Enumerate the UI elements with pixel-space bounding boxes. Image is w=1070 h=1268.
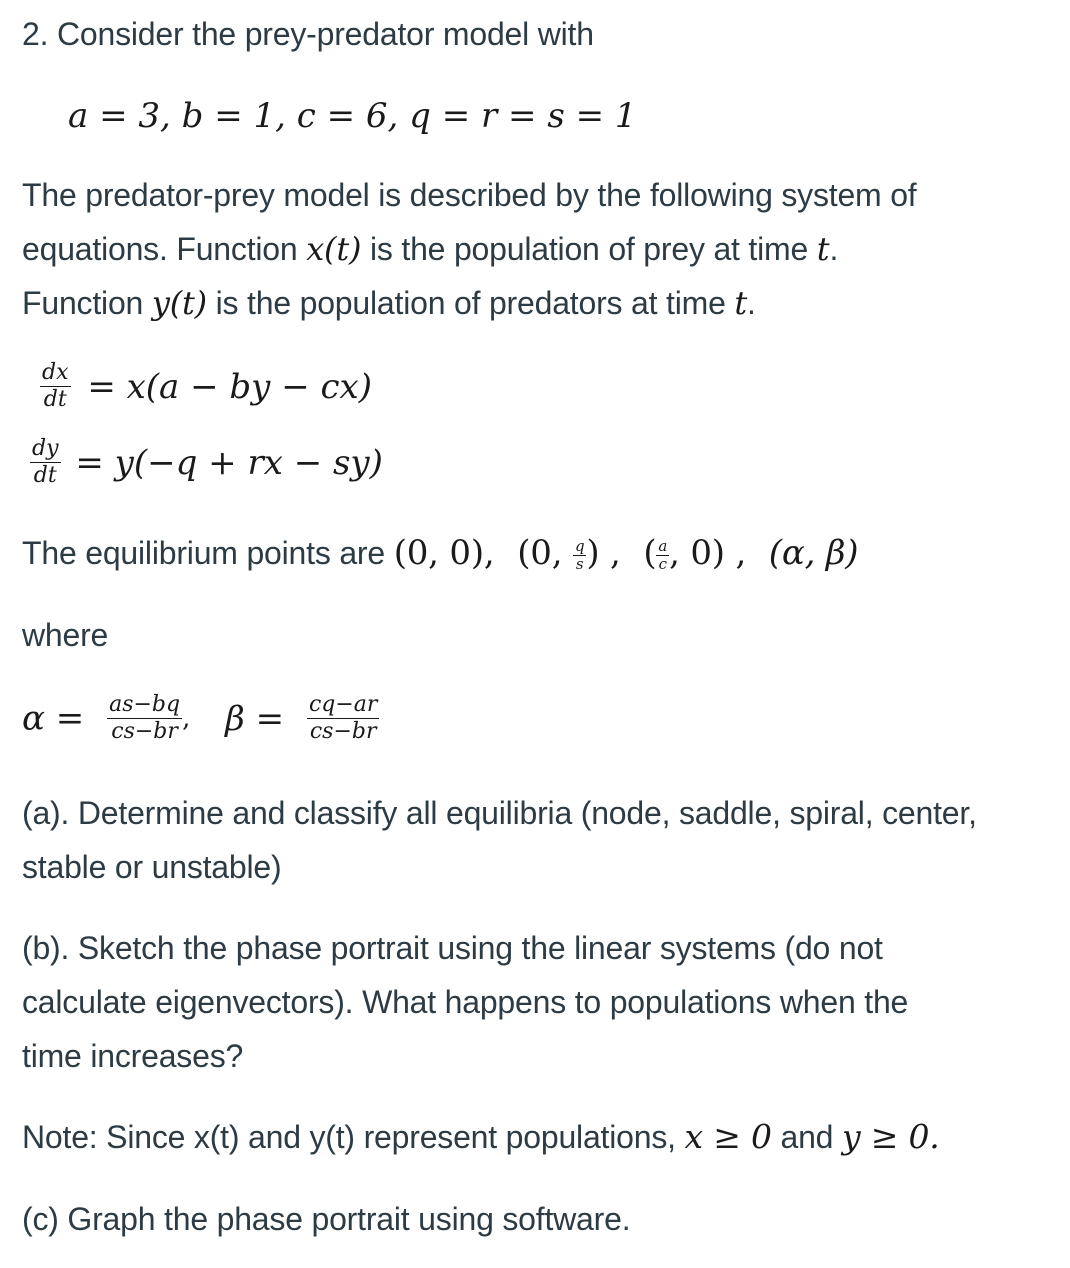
part-b-line-1: (b). Sketch the phase portrait using the linear systems (do not	[22, 930, 883, 966]
equilibrium-alpha-beta: (α, β)	[768, 533, 859, 573]
equation-rhs: = x(a − by − cx)	[87, 366, 372, 407]
fraction-numerator: a	[658, 536, 668, 555]
part-a-line-2: stable or unstable)	[22, 849, 282, 885]
part-c-line: (c) Graph the phase portrait using software.	[22, 1201, 631, 1237]
text-segment: Function	[22, 285, 152, 321]
fraction-denominator: s	[575, 554, 584, 573]
fraction-denominator: dt	[43, 387, 67, 412]
equilibrium-points	[22, 526, 858, 580]
equilibrium-second	[517, 533, 620, 573]
fraction-numerator: q	[574, 536, 585, 555]
text-segment: equations. Function	[22, 231, 307, 267]
description-line-2	[22, 222, 838, 276]
equation-predator	[30, 436, 383, 489]
parameter-values: a = 3, b = 1, c = 6, q = r = s = 1	[68, 96, 637, 136]
part-a-line-1: (a). Determine and classify all equilibria (node, saddle, spiral, center,	[22, 795, 977, 831]
alpha-lhs: α =	[22, 698, 85, 739]
fraction-denominator: dt	[33, 463, 57, 488]
problem-heading: 2. Consider the prey-predator model with	[22, 16, 594, 52]
text-segment: (0,	[517, 533, 573, 573]
text-segment: Note: Since x(t) and y(t) represent populations,	[22, 1119, 685, 1155]
description-line-3	[22, 276, 756, 330]
math-t: t	[734, 284, 748, 322]
separator-comma: ,	[182, 703, 191, 734]
text-segment: ) ,	[586, 533, 621, 573]
fraction-numerator: dy	[32, 436, 59, 461]
text-segment: .	[747, 285, 756, 321]
note-line	[22, 1110, 940, 1164]
beta-fraction	[307, 692, 379, 745]
text-segment: .	[829, 231, 839, 267]
equation-prey	[40, 360, 372, 413]
fraction-denominator: cs−br	[309, 719, 377, 744]
text-segment: and	[771, 1119, 842, 1155]
fraction-denominator: c	[658, 554, 667, 573]
fraction-numerator: as−bq	[109, 692, 181, 717]
math-x-of-t: x(t)	[306, 230, 362, 268]
math-t: t	[816, 230, 830, 268]
text-segment: is the population of predators at time	[206, 285, 735, 321]
description-line-1: The predator-prey model is described by the following system of	[22, 177, 917, 213]
math-y-nonnegative: y ≥ 0.	[841, 1117, 940, 1156]
fraction-numerator: cq−ar	[308, 692, 378, 717]
alpha-beta-definitions	[22, 692, 379, 745]
math-y-of-t: y(t)	[151, 284, 207, 322]
where-label: where	[22, 617, 109, 653]
derivative-dx-dt	[40, 360, 71, 413]
equilibrium-label: The equilibrium points are	[22, 535, 394, 571]
equilibrium-third	[643, 533, 746, 573]
text-segment: (	[643, 533, 657, 573]
derivative-dy-dt	[30, 436, 61, 489]
part-b-line-3: time increases?	[22, 1038, 244, 1074]
beta-lhs: β =	[225, 698, 285, 739]
fraction-numerator: dx	[42, 360, 69, 385]
math-x-nonnegative: x ≥ 0	[684, 1117, 772, 1156]
part-b-line-2: calculate eigenvectors). What happens to populations when the	[22, 984, 909, 1020]
text-segment: , 0) ,	[669, 533, 747, 573]
equilibrium-origin: (0, 0),	[393, 533, 495, 573]
equation-rhs: = y(−q + rx − sy)	[75, 442, 383, 483]
fraction-denominator: cs−br	[111, 719, 178, 744]
fraction-q-s	[573, 538, 586, 573]
text-segment: is the population of prey at time	[361, 231, 817, 267]
fraction-a-c	[656, 538, 669, 573]
alpha-fraction	[107, 692, 182, 745]
